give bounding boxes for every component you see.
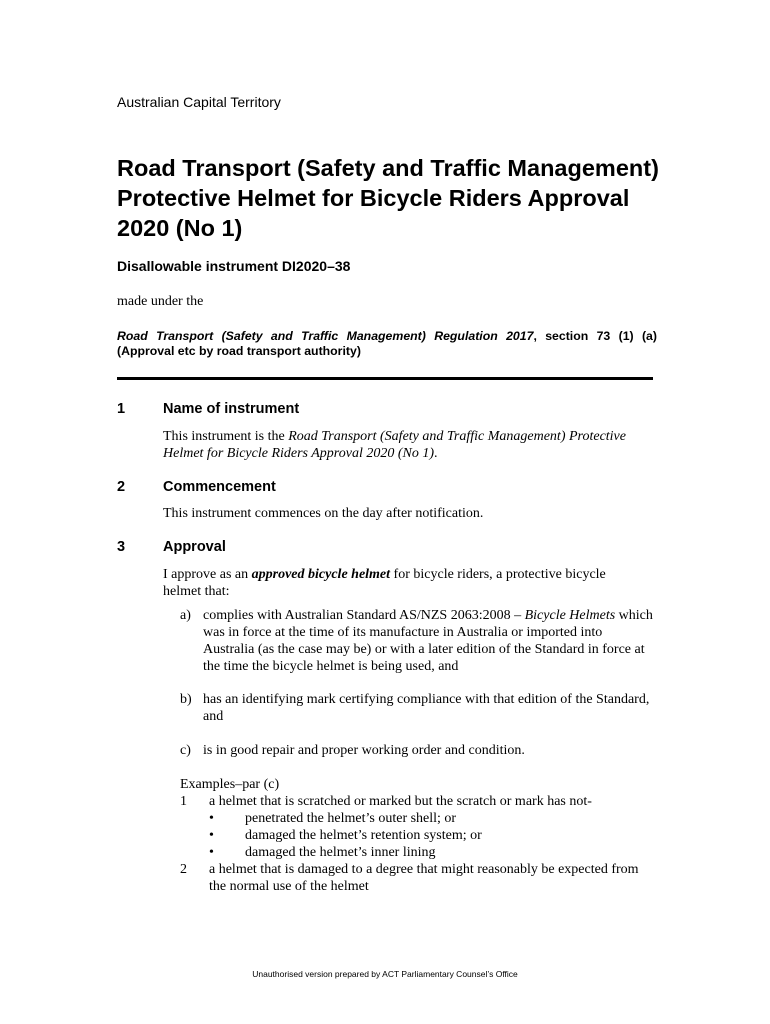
paragraph-b bbox=[180, 691, 655, 725]
instrument-name: Road Transport (Safety and Traffic Management) Protective Helmet for Bicycle Riders Approval 2020 (No 1) bbox=[163, 429, 626, 461]
section-3-heading: Approval bbox=[163, 539, 226, 555]
footer-note: Unauthorised version prepared by ACT Parliamentary Counsel’s Office bbox=[252, 969, 518, 979]
bullet-icon: • bbox=[209, 811, 214, 826]
bullet-icon: • bbox=[209, 845, 214, 860]
section-3-number: 3 bbox=[117, 539, 126, 555]
section-1-number: 1 bbox=[117, 401, 126, 417]
paragraph-a-text: complies with Australian Standard AS/NZS 2063:2008 – Bicycle Helmets which was in force at the time of its manufacture in Australia or imported into Australia (as the case may be) or with a later edition of the Standard in force at the time the bicycle helmet is being used, and bbox=[203, 608, 653, 674]
defined-term: approved bicycle helmet bbox=[251, 567, 391, 582]
section-1-text: This instrument is the Road Transport (Safety and Traffic Management) Protective Helmet for Bicycle Riders Approval 2020 (No 1). bbox=[163, 429, 626, 461]
made-under: made under the bbox=[117, 294, 204, 309]
paragraph-a-label: a) bbox=[180, 608, 191, 623]
example-bullet: • damaged the helmet’s retention system; or bbox=[209, 828, 482, 843]
bullet-icon: • bbox=[209, 828, 214, 843]
instrument-number: Disallowable instrument DI2020–38 bbox=[117, 258, 351, 274]
section-1-heading: Name of instrument bbox=[163, 401, 300, 417]
example-1-text: a helmet that is scratched or marked but the scratch or mark has not- bbox=[209, 794, 592, 809]
example-bullet: • penetrated the helmet’s outer shell; or bbox=[209, 811, 457, 826]
authority-act: Road Transport (Safety and Traffic Management) Regulation 2017 bbox=[117, 329, 534, 343]
paragraph-a bbox=[180, 607, 655, 675]
divider-rule bbox=[117, 377, 653, 380]
section-2-text: This instrument commences on the day after notification. bbox=[163, 506, 484, 521]
examples-heading: Examples–par (c) bbox=[180, 777, 280, 792]
jurisdiction: Australian Capital Territory bbox=[117, 94, 281, 110]
section-2-heading: Commencement bbox=[163, 479, 276, 495]
example-1-number: 1 bbox=[180, 794, 187, 809]
page-title: Road Transport (Safety and Traffic Management) Protective Helmet for Bicycle Riders Approval 2020 (No 1) bbox=[117, 155, 659, 241]
example-bullet: • damaged the helmet’s inner lining bbox=[209, 845, 436, 860]
paragraph-b-text: has an identifying mark certifying compliance with that edition of the Standard, and bbox=[203, 692, 650, 724]
section-2-number: 2 bbox=[117, 479, 126, 495]
paragraph-b-label: b) bbox=[180, 692, 192, 707]
paragraph-c bbox=[180, 742, 655, 759]
authorising-provision bbox=[117, 329, 657, 359]
authority-section: , section 73 (1) (a) (Approval etc by road transport authority) bbox=[117, 329, 657, 358]
paragraph-c-text: is in good repair and proper working order and condition. bbox=[203, 743, 525, 758]
example-2-text: a helmet that is damaged to a degree that might reasonably be expected from the normal use of the helmet bbox=[209, 862, 639, 894]
paragraph-c-label: c) bbox=[180, 743, 191, 758]
section-3-intro: I approve as an approved bicycle helmet for bicycle riders, a protective bicycle helmet that: bbox=[163, 567, 606, 599]
example-2-number: 2 bbox=[180, 862, 187, 877]
